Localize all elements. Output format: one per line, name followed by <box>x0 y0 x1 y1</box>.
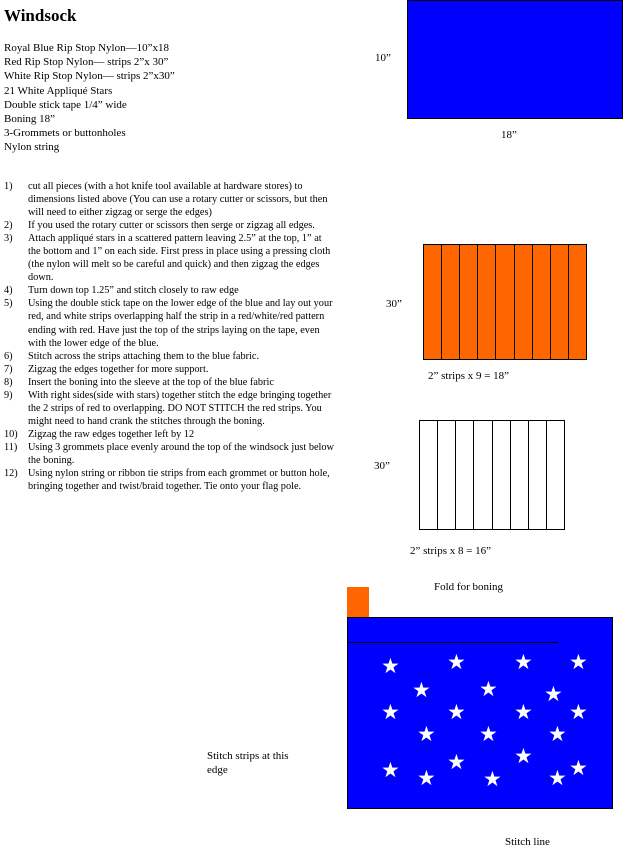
white-strip <box>420 421 438 529</box>
step-item <box>4 428 334 441</box>
star-icon: ★ <box>514 700 533 724</box>
star-icon: ★ <box>548 722 567 746</box>
material-item: 21 White Appliqué Stars <box>4 84 113 97</box>
material-item: Double stick tape 1/4” wide <box>4 98 127 111</box>
red-strip-tab <box>347 587 369 617</box>
star-icon: ★ <box>479 677 498 701</box>
step-item <box>4 441 334 467</box>
star-icon: ★ <box>412 678 431 702</box>
step-item <box>4 363 334 376</box>
star-icon: ★ <box>548 766 567 790</box>
step-item <box>4 297 334 349</box>
white-strips-diagram <box>419 420 565 530</box>
step-number: 7) <box>4 363 13 375</box>
star-icon: ★ <box>514 744 533 768</box>
step-number: 4) <box>4 285 13 297</box>
step-item <box>4 350 334 363</box>
stitch-line-label: Stitch line <box>505 836 550 848</box>
step-text: Using the double stick tape on the lower edge of the blue and lay out your red, and white strips overlapping half the strip in a red/white/red pattern ending with red. Have just the top of the strips laying on the tape, even with the lower edge of the blue. <box>28 298 333 349</box>
step-item <box>4 389 334 428</box>
material-item: Boning 18” <box>4 113 56 126</box>
page-title: Windsock <box>4 6 77 25</box>
star-icon: ★ <box>381 700 400 724</box>
star-icon: ★ <box>447 750 466 774</box>
step-number: 6) <box>4 350 13 362</box>
step-text: Using 3 grommets place evenly around the top of the windsock just below the boning. <box>28 441 334 466</box>
material-item: Red Rip Stop Nylon— strips 2”x 30” <box>4 56 169 69</box>
red-strip <box>496 245 514 359</box>
assembled-flag-diagram <box>347 617 613 809</box>
step-text: Zigzag the raw edges together left by 12 <box>28 428 195 440</box>
red-strip <box>515 245 533 359</box>
material-item: Nylon string <box>4 141 60 154</box>
fold-label: Fold for boning <box>434 581 504 593</box>
star-icon: ★ <box>483 767 502 791</box>
materials-list <box>4 41 244 155</box>
red-strip <box>478 245 496 359</box>
step-number: 11) <box>4 441 18 453</box>
red-strips-caption: 2” strips x 9 = 18” <box>428 370 510 382</box>
step-number: 5) <box>4 298 13 310</box>
white-strip <box>529 421 547 529</box>
step-text: With right sides(side with stars) together stitch the edge bringing together the 2 strips of red to overlapping. DO NOT STITCH the red strips. You might need to hand crank the stitches through the boning. <box>28 389 332 427</box>
red-strip <box>460 245 478 359</box>
star-icon: ★ <box>447 700 466 724</box>
star-icon: ★ <box>569 756 588 780</box>
star-icon: ★ <box>544 682 563 706</box>
red-strip <box>442 245 460 359</box>
step-text: Attach appliqué stars in a scattered pattern leaving 2.5” at the top, 1” at the bottom and 1” on each side. First press in place using a pressing cloth (the nylon will melt so be careful and quick) and then zigzag the edges down. <box>28 233 331 284</box>
star-icon: ★ <box>417 722 436 746</box>
red-strip <box>569 245 586 359</box>
instructions-list <box>4 180 334 493</box>
fold-line <box>348 642 558 643</box>
step-number: 9) <box>4 389 13 401</box>
step-item <box>4 467 334 493</box>
star-icon: ★ <box>569 650 588 674</box>
step-number: 3) <box>4 233 13 245</box>
step-text: Using nylon string or ribbon tie strips from each grommet or button hole, bringing together and twist/braid together. Tie onto your flag pole. <box>28 468 330 493</box>
red-strips-diagram <box>423 244 587 360</box>
white-strip <box>474 421 492 529</box>
star-icon: ★ <box>569 700 588 724</box>
step-text: Turn down top 1.25” and stitch closely to raw edge <box>28 285 239 297</box>
star-icon: ★ <box>447 650 466 674</box>
step-item <box>4 232 334 284</box>
blue-height-label: 10” <box>375 52 391 64</box>
step-number: 10) <box>4 428 18 440</box>
stitch-strips-label: Stitch strips at this edge <box>207 750 289 776</box>
step-number: 2) <box>4 220 13 232</box>
step-text: Insert the boning into the sleeve at the top of the blue fabric <box>28 376 274 388</box>
white-strip <box>456 421 474 529</box>
red-strip <box>424 245 442 359</box>
material-item: 3-Grommets or buttonholes <box>4 127 126 140</box>
blue-fabric-diagram <box>407 0 623 119</box>
white-strip <box>547 421 564 529</box>
star-icon: ★ <box>479 722 498 746</box>
step-item <box>4 180 334 219</box>
red-height-label: 30” <box>386 298 402 310</box>
step-number: 1) <box>4 181 13 192</box>
step-text: Stitch across the strips attaching them to the blue fabric. <box>28 350 260 362</box>
step-number: 8) <box>4 376 13 388</box>
step-text: Zigzag the edges together for more support. <box>28 363 209 375</box>
material-item: White Rip Stop Nylon— strips 2”x30” <box>4 70 175 83</box>
red-strip <box>551 245 569 359</box>
blue-width-label: 18” <box>501 129 517 141</box>
step-item <box>4 219 334 232</box>
white-strip <box>438 421 456 529</box>
step-item <box>4 376 334 389</box>
star-icon: ★ <box>381 758 400 782</box>
white-height-label: 30” <box>374 460 390 472</box>
red-strip <box>533 245 551 359</box>
white-strip <box>493 421 511 529</box>
star-icon: ★ <box>514 650 533 674</box>
step-number: 12) <box>4 468 18 480</box>
step-text: cut all pieces (with a hot knife tool available at hardware stores) to dimensions listed above (You can use a rotary cutter or scissors, but then will need to either zigzag or serge the edges) <box>28 181 328 219</box>
material-item: Royal Blue Rip Stop Nylon—10”x18 <box>4 42 169 54</box>
step-text: If you used the rotary cutter or scissors then serge or zigzag all edges. <box>28 220 315 232</box>
step-item <box>4 284 334 297</box>
white-strips-caption: 2” strips x 8 = 16” <box>410 545 492 557</box>
white-strip <box>511 421 529 529</box>
star-icon: ★ <box>381 654 400 678</box>
star-icon: ★ <box>417 766 436 790</box>
